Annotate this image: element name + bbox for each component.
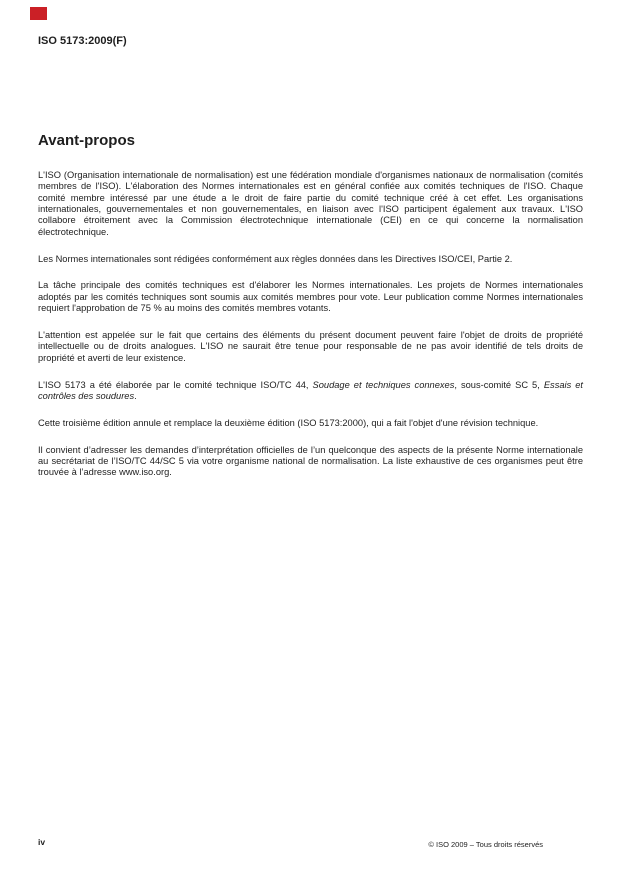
text-run: Les Normes internationales sont rédigées conformément aux règles données dans les Directives ISO/CEI, Partie 2. <box>38 253 513 264</box>
page-number: iv <box>38 837 46 847</box>
paragraph <box>38 254 583 265</box>
text-run: L'attention est appelée sur le fait que certains des éléments du présent document peuvent faire l'objet de droits de propriété intellectuelle ou de droits analogues. L'ISO ne saurait être tenue pour responsable de ne pas avoir identifié de tels droits de propriété et averti de leur existence. <box>38 330 583 363</box>
paragraph <box>38 445 583 479</box>
text-run: Cette troisième édition annule et remplace la deuxième édition (ISO 5173:2000), qui a fait l'objet d'une révision technique. <box>38 417 539 428</box>
text-run: La tâche principale des comités techniques est d'élaborer les Normes internationales. Les projets de Normes internationales adoptés par les comités techniques sont soumis aux comités membres pour vote. Leur publication comme Normes internationales requiert l'approbation de 75 % au moins des comités membres votants. <box>38 280 583 314</box>
paragraph <box>38 418 583 429</box>
italic-text-run: Soudage et techniques connexes <box>312 379 455 390</box>
paragraph <box>38 170 583 238</box>
text-run: , sous-comité SC 5, <box>454 379 544 390</box>
document-reference-header: ISO 5173:2009(F) <box>38 35 127 47</box>
document-body <box>38 170 583 494</box>
red-marker <box>30 7 47 20</box>
section-title: Avant-propos <box>38 132 135 149</box>
text-run: Il convient d’adresser les demandes d’interprétation officielles de l’un quelconque des aspects de la présente Norme internationale au secrétariat de l’ISO/TC 44/SC 5 via votre organisme national de normalisation. La liste exhaustive de ces organismes peut être trouvée à l’adresse www.iso.org. <box>38 444 583 478</box>
italic-text-run: Essais et contrôles des soudures <box>38 379 584 401</box>
copyright-notice: © ISO 2009 – Tous droits réservés <box>428 840 543 849</box>
text-run: L'ISO (Organisation internationale de normalisation) est une fédération mondiale d'organismes nationaux de normalisation (comités membres de l'ISO). L'élaboration des Normes internationales est en général confiée aux comités techniques de l'ISO. Chaque comité membre intéressé par une étude a le droit de faire partie du comité technique créé à cet effet. Les organisations internationales, gouvernementales et non gouvernementales, en liaison avec l'ISO participent également aux travaux. L'ISO collabore étroitement avec la Commission électrotechnique internationale (CEI) en ce qui concerne la normalisation électrotechnique. <box>38 170 583 237</box>
text-run: . <box>134 390 137 401</box>
text-run: L'ISO 5173 a été élaborée par le comité technique ISO/TC 44, <box>38 379 313 390</box>
paragraph <box>38 330 583 364</box>
paragraph <box>38 280 583 314</box>
paragraph <box>38 380 583 403</box>
